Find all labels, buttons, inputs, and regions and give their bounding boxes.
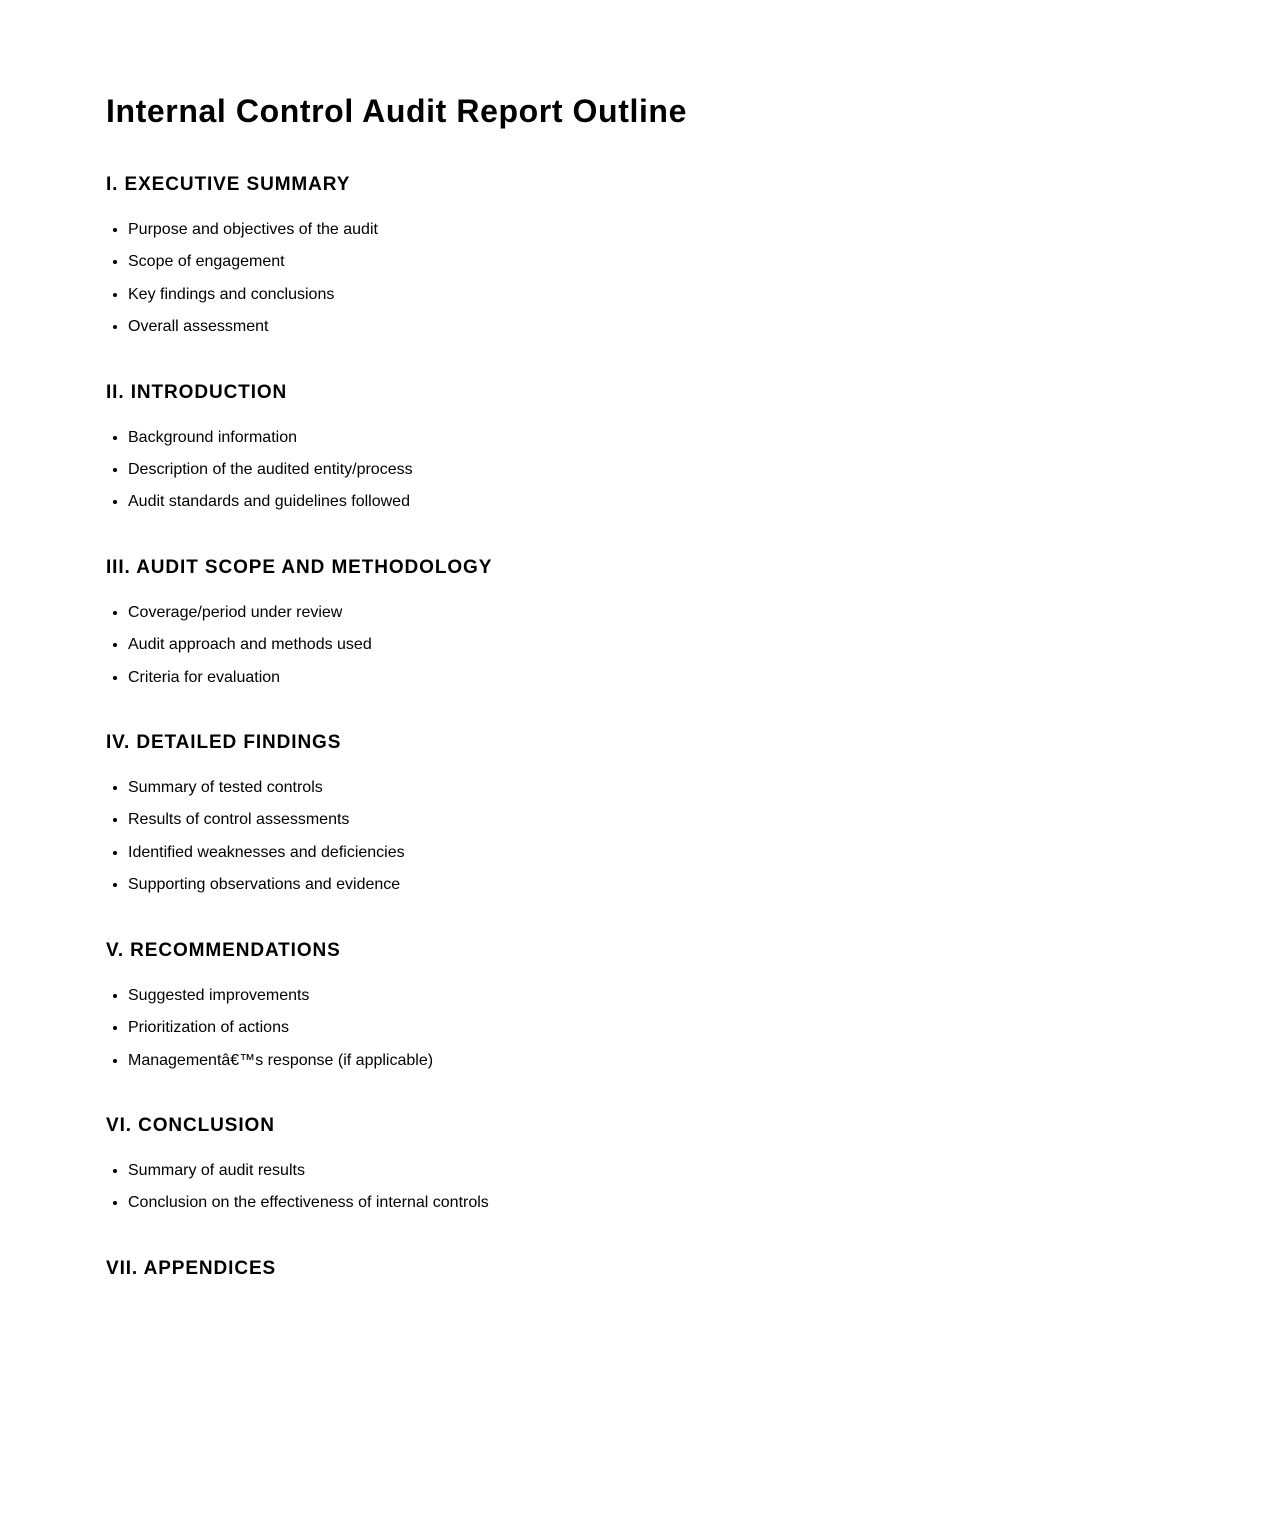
list-item: • Conclusion on the effectiveness of internal controls	[128, 1187, 1156, 1219]
list-item: • Identified weaknesses and deficiencies	[128, 837, 1156, 869]
list-item: • Summary of tested controls	[128, 772, 1156, 804]
section-heading: IV. DETAILED FINDINGS	[106, 732, 342, 754]
section	[106, 381, 1156, 519]
list-item: • Overall assessment	[128, 311, 1156, 343]
list-item: • Prioritization of actions	[128, 1012, 1156, 1044]
bullet-list	[106, 214, 1156, 344]
page-title: Internal Control Audit Report Outline	[106, 93, 687, 129]
section	[106, 1114, 1156, 1220]
bullet-list	[106, 597, 1156, 694]
list-item: • Criteria for evaluation	[128, 662, 1156, 694]
list-item: • Description of the audited entity/process	[128, 454, 1156, 486]
section-heading: III. AUDIT SCOPE AND METHODOLOGY	[106, 556, 493, 578]
list-item: • Managementâ€™s response (if applicable)	[128, 1045, 1156, 1077]
list-item: • Scope of engagement	[128, 246, 1156, 278]
bullet-list	[106, 772, 1156, 902]
bullet-list	[106, 422, 1156, 519]
list-item: • Coverage/period under review	[128, 597, 1156, 629]
section-heading: II. INTRODUCTION	[106, 381, 288, 403]
list-item: • Background information	[128, 422, 1156, 454]
list-item: • Suggested improvements	[128, 980, 1156, 1012]
sections	[106, 173, 1156, 1281]
section	[106, 731, 1156, 902]
bullet-list	[106, 1155, 1156, 1220]
section	[106, 1257, 1156, 1281]
section	[106, 939, 1156, 1077]
section-heading: V. RECOMMENDATIONS	[106, 939, 341, 961]
section	[106, 173, 1156, 344]
section-heading: VII. APPENDICES	[106, 1257, 277, 1279]
list-item: • Supporting observations and evidence	[128, 869, 1156, 901]
list-item: • Key findings and conclusions	[128, 279, 1156, 311]
list-item: • Results of control assessments	[128, 804, 1156, 836]
list-item: • Audit approach and methods used	[128, 629, 1156, 661]
section-heading: I. EXECUTIVE SUMMARY	[106, 174, 351, 195]
list-item: • Purpose and objectives of the audit	[128, 214, 1156, 246]
list-item: • Summary of audit results	[128, 1155, 1156, 1187]
bullet-list	[106, 980, 1156, 1077]
list-item: • Audit standards and guidelines followed	[128, 486, 1156, 518]
document	[106, 91, 1156, 1281]
section	[106, 556, 1156, 694]
section-heading: VI. CONCLUSION	[106, 1114, 275, 1136]
